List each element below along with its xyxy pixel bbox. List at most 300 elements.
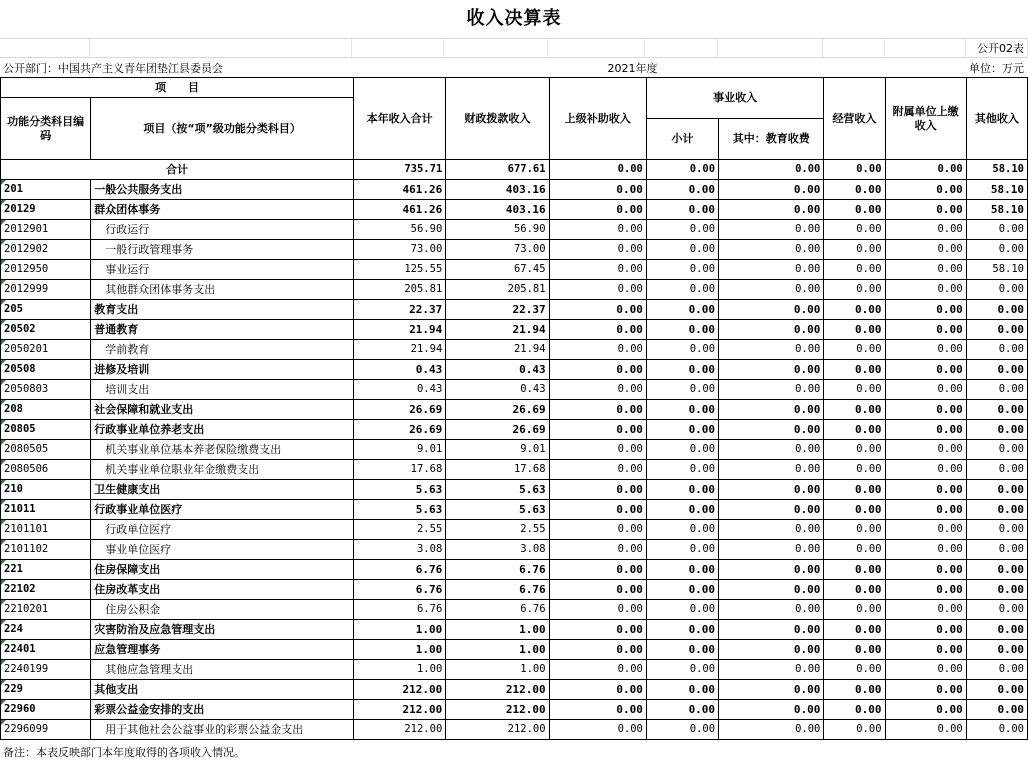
value-cell: 0.00 (646, 700, 718, 720)
value-cell: 0.00 (885, 340, 966, 360)
income-table (0, 77, 1028, 740)
name-cell: 机关事业单位职业年金缴费支出 (91, 460, 354, 480)
item-group-header: 项 目 (1, 78, 354, 98)
value-cell: 0.00 (719, 600, 824, 620)
value-cell: 0.00 (824, 580, 885, 600)
code-cell: 2012901 (1, 220, 91, 240)
value-cell: 0.43 (446, 360, 549, 380)
total-label: 合计 (1, 160, 354, 180)
value-cell: 0.00 (719, 480, 824, 500)
value-cell: 0.00 (719, 320, 824, 340)
value-cell: 0.00 (966, 320, 1027, 340)
table-body (1, 160, 1028, 740)
value-cell: 0.00 (966, 400, 1027, 420)
value-cell: 0.00 (549, 240, 646, 260)
table-row (1, 240, 1028, 260)
name-cell: 机关事业单位基本养老保险缴费支出 (91, 440, 354, 460)
value-cell: 212.00 (354, 700, 446, 720)
value-cell: 0.00 (966, 620, 1027, 640)
value-cell: 5.63 (446, 480, 549, 500)
value-cell: 58.10 (966, 260, 1027, 280)
value-cell: 0.00 (549, 400, 646, 420)
value-cell: 1.00 (446, 620, 549, 640)
value-cell: 0.00 (719, 420, 824, 440)
value-cell: 1.00 (354, 660, 446, 680)
value-cell: 0.00 (719, 540, 824, 560)
value-cell: 0.00 (966, 440, 1027, 460)
value-cell: 0.00 (824, 220, 885, 240)
value-cell: 0.00 (824, 260, 885, 280)
total-cell: 0.00 (824, 160, 885, 180)
value-cell: 0.00 (885, 300, 966, 320)
name-cell: 行政单位医疗 (91, 520, 354, 540)
value-cell: 2.55 (354, 520, 446, 540)
value-cell: 0.00 (824, 280, 885, 300)
value-cell: 0.00 (719, 640, 824, 660)
value-cell: 0.00 (646, 420, 718, 440)
value-cell: 0.00 (719, 200, 824, 220)
value-cell: 0.00 (885, 620, 966, 640)
name-cell: 进修及培训 (91, 360, 354, 380)
name-cell: 群众团体事务 (91, 200, 354, 220)
code-cell: 2012950 (1, 260, 91, 280)
value-cell: 0.00 (966, 640, 1027, 660)
value-cell: 0.00 (966, 480, 1027, 500)
name-cell: 灾害防治及应急管理支出 (91, 620, 354, 640)
table-row (1, 600, 1028, 620)
code-cell: 2101102 (1, 540, 91, 560)
value-cell: 0.00 (824, 180, 885, 200)
value-cell: 0.00 (885, 460, 966, 480)
value-cell: 0.00 (646, 520, 718, 540)
value-cell: 0.00 (549, 380, 646, 400)
value-cell: 0.00 (719, 340, 824, 360)
value-cell: 0.00 (824, 660, 885, 680)
value-cell: 0.00 (966, 580, 1027, 600)
table-row (1, 680, 1028, 700)
total-cell: 0.00 (646, 160, 718, 180)
value-cell: 0.00 (549, 220, 646, 240)
value-cell: 0.00 (719, 280, 824, 300)
value-cell: 0.00 (549, 560, 646, 580)
value-cell: 0.00 (885, 260, 966, 280)
value-cell: 0.00 (646, 320, 718, 340)
value-cell: 67.45 (446, 260, 549, 280)
value-cell: 0.00 (646, 400, 718, 420)
value-cell: 3.08 (354, 540, 446, 560)
value-cell: 3.08 (446, 540, 549, 560)
value-cell: 0.00 (885, 280, 966, 300)
code-cell: 205 (1, 300, 91, 320)
value-cell: 2.55 (446, 520, 549, 540)
name-cell: 普通教育 (91, 320, 354, 340)
value-cell: 58.10 (966, 180, 1027, 200)
value-cell: 6.76 (354, 560, 446, 580)
value-cell: 26.69 (354, 420, 446, 440)
value-cell: 0.00 (966, 500, 1027, 520)
name-cell: 学前教育 (91, 340, 354, 360)
value-cell: 0.00 (549, 360, 646, 380)
value-cell: 0.00 (549, 200, 646, 220)
edu-header: 其中：教育收费 (719, 119, 824, 160)
code-cell: 20508 (1, 360, 91, 380)
value-cell: 0.00 (885, 720, 966, 740)
total-cell: 735.71 (354, 160, 446, 180)
value-cell: 0.00 (966, 540, 1027, 560)
table-row (1, 660, 1028, 680)
value-cell: 0.00 (824, 400, 885, 420)
business-header: 经营收入 (824, 78, 885, 160)
value-cell: 0.00 (824, 600, 885, 620)
unit-label: 单位：万元 (969, 61, 1024, 75)
total-cell: 0.00 (719, 160, 824, 180)
value-cell: 21.94 (354, 320, 446, 340)
value-cell: 0.00 (885, 220, 966, 240)
code-cell: 208 (1, 400, 91, 420)
value-cell: 0.00 (646, 240, 718, 260)
value-cell: 0.00 (885, 420, 966, 440)
table-row (1, 640, 1028, 660)
value-cell: 6.76 (354, 580, 446, 600)
value-cell: 0.00 (966, 660, 1027, 680)
value-cell: 6.76 (446, 580, 549, 600)
code-cell: 201 (1, 180, 91, 200)
name-cell: 住房保障支出 (91, 560, 354, 580)
value-cell: 0.00 (824, 540, 885, 560)
value-cell: 1.00 (446, 640, 549, 660)
value-cell: 0.00 (966, 560, 1027, 580)
value-cell: 5.63 (446, 500, 549, 520)
value-cell: 205.81 (354, 280, 446, 300)
value-cell: 9.01 (354, 440, 446, 460)
value-cell: 0.00 (646, 580, 718, 600)
doc-code: 公开02表 (977, 42, 1024, 55)
value-cell: 0.00 (885, 400, 966, 420)
value-cell: 0.00 (824, 720, 885, 740)
value-cell: 9.01 (446, 440, 549, 460)
value-cell: 0.00 (549, 460, 646, 480)
value-cell: 0.00 (646, 560, 718, 580)
table-row (1, 380, 1028, 400)
name-cell: 一般公共服务支出 (91, 180, 354, 200)
name-cell: 培训支出 (91, 380, 354, 400)
name-cell: 其他支出 (91, 680, 354, 700)
career-group-header: 事业收入 (646, 78, 824, 119)
value-cell: 0.00 (719, 400, 824, 420)
table-row (1, 480, 1028, 500)
value-cell: 0.00 (824, 200, 885, 220)
value-cell: 0.00 (719, 380, 824, 400)
value-cell: 0.00 (885, 380, 966, 400)
value-cell: 0.00 (549, 180, 646, 200)
value-cell: 0.00 (549, 660, 646, 680)
value-cell: 26.69 (354, 400, 446, 420)
value-cell: 0.00 (646, 360, 718, 380)
value-cell: 0.00 (966, 380, 1027, 400)
table-row (1, 460, 1028, 480)
value-cell: 0.00 (719, 180, 824, 200)
value-cell: 0.00 (966, 240, 1027, 260)
value-cell: 21.94 (446, 340, 549, 360)
value-cell: 0.00 (966, 680, 1027, 700)
value-cell: 0.00 (824, 360, 885, 380)
name-cell: 行政事业单位医疗 (91, 500, 354, 520)
value-cell: 6.76 (446, 560, 549, 580)
value-cell: 461.26 (354, 200, 446, 220)
value-cell: 0.00 (646, 660, 718, 680)
value-cell: 0.00 (885, 360, 966, 380)
department-label: 公开部门：中国共产主义青年团垫江县委员会 (3, 61, 223, 75)
value-cell: 212.00 (446, 700, 549, 720)
name-cell: 其他群众团体事务支出 (91, 280, 354, 300)
table-row (1, 420, 1028, 440)
value-cell: 0.00 (549, 260, 646, 280)
value-cell: 0.00 (549, 600, 646, 620)
value-cell: 56.90 (354, 220, 446, 240)
value-cell: 0.00 (549, 540, 646, 560)
value-cell: 0.00 (719, 240, 824, 260)
value-cell: 21.94 (354, 340, 446, 360)
value-cell: 212.00 (446, 720, 549, 740)
value-cell: 56.90 (446, 220, 549, 240)
value-cell: 0.00 (824, 560, 885, 580)
name-cell: 一般行政管理事务 (91, 240, 354, 260)
value-cell: 0.00 (719, 560, 824, 580)
value-cell: 0.00 (719, 660, 824, 680)
value-cell: 0.00 (824, 640, 885, 660)
table-row (1, 620, 1028, 640)
other-header: 其他收入 (966, 78, 1027, 160)
code-cell: 20805 (1, 420, 91, 440)
table-row (1, 300, 1028, 320)
value-cell: 212.00 (354, 720, 446, 740)
name-cell: 行政事业单位养老支出 (91, 420, 354, 440)
code-cell: 2210201 (1, 600, 91, 620)
value-cell: 0.00 (549, 420, 646, 440)
value-cell: 0.00 (646, 200, 718, 220)
value-cell: 0.00 (719, 220, 824, 240)
footnote: 备注：本表反映部门本年度取得的各项收入情况。 (3, 746, 245, 759)
value-cell: 0.00 (885, 520, 966, 540)
value-cell: 0.00 (824, 700, 885, 720)
value-cell: 0.00 (824, 420, 885, 440)
value-cell: 0.00 (549, 700, 646, 720)
table-row (1, 540, 1028, 560)
value-cell: 0.00 (549, 340, 646, 360)
value-cell: 0.00 (966, 460, 1027, 480)
code-cell: 2050201 (1, 340, 91, 360)
value-cell: 0.00 (646, 500, 718, 520)
value-cell: 0.00 (646, 260, 718, 280)
code-cell: 2240199 (1, 660, 91, 680)
table-row (1, 500, 1028, 520)
value-cell: 0.00 (885, 480, 966, 500)
value-cell: 0.00 (549, 720, 646, 740)
table-row (1, 340, 1028, 360)
table-row (1, 220, 1028, 240)
code-cell: 221 (1, 560, 91, 580)
value-cell: 0.00 (719, 300, 824, 320)
value-cell: 6.76 (446, 600, 549, 620)
value-cell: 0.00 (966, 720, 1027, 740)
value-cell: 0.00 (646, 340, 718, 360)
value-cell: 0.00 (549, 520, 646, 540)
code-header: 功能分类科目编码 (1, 98, 91, 160)
name-cell: 卫生健康支出 (91, 480, 354, 500)
fiscal-header: 财政拨款收入 (446, 78, 549, 160)
year-label: 2021年度 (607, 61, 658, 75)
value-cell: 0.00 (824, 680, 885, 700)
code-cell: 2080506 (1, 460, 91, 480)
value-cell: 0.00 (719, 360, 824, 380)
value-cell: 0.00 (719, 440, 824, 460)
value-cell: 0.00 (885, 600, 966, 620)
value-cell: 0.00 (824, 480, 885, 500)
name-cell: 彩票公益金安排的支出 (91, 700, 354, 720)
value-cell: 0.00 (646, 220, 718, 240)
value-cell: 17.68 (354, 460, 446, 480)
value-cell: 0.00 (719, 460, 824, 480)
table-row (1, 700, 1028, 720)
value-cell: 0.43 (354, 360, 446, 380)
value-cell: 0.00 (719, 520, 824, 540)
table-row (1, 260, 1028, 280)
table-header (1, 78, 1028, 160)
value-cell: 0.00 (966, 600, 1027, 620)
value-cell: 22.37 (354, 300, 446, 320)
value-cell: 403.16 (446, 200, 549, 220)
total-cell: 58.10 (966, 160, 1027, 180)
table-row (1, 320, 1028, 340)
value-cell: 5.63 (354, 480, 446, 500)
code-cell: 2101101 (1, 520, 91, 540)
value-cell: 0.00 (824, 340, 885, 360)
value-cell: 0.00 (646, 680, 718, 700)
code-cell: 2012902 (1, 240, 91, 260)
value-cell: 0.00 (824, 300, 885, 320)
code-cell: 20502 (1, 320, 91, 340)
value-cell: 0.00 (885, 580, 966, 600)
value-cell: 0.00 (885, 680, 966, 700)
value-cell: 0.00 (966, 520, 1027, 540)
table-row (1, 440, 1028, 460)
value-cell: 0.00 (966, 700, 1027, 720)
code-cell: 2050803 (1, 380, 91, 400)
value-cell: 0.00 (966, 360, 1027, 380)
value-cell: 0.00 (719, 680, 824, 700)
value-cell: 1.00 (354, 640, 446, 660)
table-row (1, 520, 1028, 540)
affiliated-header: 附属单位上缴收入 (885, 78, 966, 160)
total-cell: 0.00 (549, 160, 646, 180)
total-cell: 677.61 (446, 160, 549, 180)
value-cell: 0.00 (966, 420, 1027, 440)
value-cell: 26.69 (446, 400, 549, 420)
code-cell: 21011 (1, 500, 91, 520)
code-cell: 229 (1, 680, 91, 700)
value-cell: 0.00 (885, 320, 966, 340)
value-cell: 205.81 (446, 280, 549, 300)
value-cell: 0.00 (885, 700, 966, 720)
value-cell: 0.00 (885, 200, 966, 220)
value-cell: 0.00 (646, 300, 718, 320)
value-cell: 0.00 (549, 320, 646, 340)
total-header: 本年收入合计 (354, 78, 446, 160)
subtotal-header: 小计 (646, 119, 718, 160)
grid-guide-row (0, 38, 1028, 58)
value-cell: 0.00 (646, 280, 718, 300)
value-cell: 21.94 (446, 320, 549, 340)
name-cell: 事业单位医疗 (91, 540, 354, 560)
value-cell: 0.00 (885, 440, 966, 460)
value-cell: 0.00 (966, 340, 1027, 360)
value-cell: 0.43 (354, 380, 446, 400)
value-cell: 0.00 (824, 240, 885, 260)
code-cell: 2296099 (1, 720, 91, 740)
code-cell: 22401 (1, 640, 91, 660)
name-cell: 住房改革支出 (91, 580, 354, 600)
table-row (1, 400, 1028, 420)
value-cell: 0.00 (549, 500, 646, 520)
value-cell: 0.00 (646, 640, 718, 660)
value-cell: 0.00 (824, 500, 885, 520)
value-cell: 0.00 (824, 460, 885, 480)
value-cell: 0.00 (549, 580, 646, 600)
value-cell: 0.00 (646, 620, 718, 640)
value-cell: 461.26 (354, 180, 446, 200)
value-cell: 212.00 (446, 680, 549, 700)
value-cell: 1.00 (446, 660, 549, 680)
code-cell: 20129 (1, 200, 91, 220)
code-cell: 210 (1, 480, 91, 500)
value-cell: 73.00 (354, 240, 446, 260)
table-row (1, 720, 1028, 740)
value-cell: 26.69 (446, 420, 549, 440)
value-cell: 58.10 (966, 200, 1027, 220)
value-cell: 0.00 (824, 320, 885, 340)
value-cell: 0.00 (646, 180, 718, 200)
table-row (1, 580, 1028, 600)
table-row (1, 180, 1028, 200)
value-cell: 0.00 (885, 500, 966, 520)
value-cell: 0.00 (966, 300, 1027, 320)
table-row (1, 200, 1028, 220)
code-cell: 22960 (1, 700, 91, 720)
value-cell: 0.00 (824, 620, 885, 640)
value-cell: 0.00 (549, 620, 646, 640)
value-cell: 0.00 (885, 240, 966, 260)
name-header: 项目（按“项”级功能分类科目） (91, 98, 354, 160)
name-cell: 事业运行 (91, 260, 354, 280)
value-cell: 0.00 (646, 380, 718, 400)
name-cell: 社会保障和就业支出 (91, 400, 354, 420)
value-cell: 0.00 (549, 480, 646, 500)
value-cell: 0.00 (719, 700, 824, 720)
value-cell: 0.00 (549, 680, 646, 700)
value-cell: 403.16 (446, 180, 549, 200)
name-cell: 教育支出 (91, 300, 354, 320)
value-cell: 0.00 (646, 600, 718, 620)
value-cell: 0.00 (549, 280, 646, 300)
value-cell: 5.63 (354, 500, 446, 520)
meta-row (0, 58, 1028, 77)
value-cell: 1.00 (354, 620, 446, 640)
value-cell: 0.43 (446, 380, 549, 400)
value-cell: 0.00 (719, 260, 824, 280)
value-cell: 0.00 (824, 440, 885, 460)
code-cell: 2080505 (1, 440, 91, 460)
value-cell: 0.00 (719, 500, 824, 520)
